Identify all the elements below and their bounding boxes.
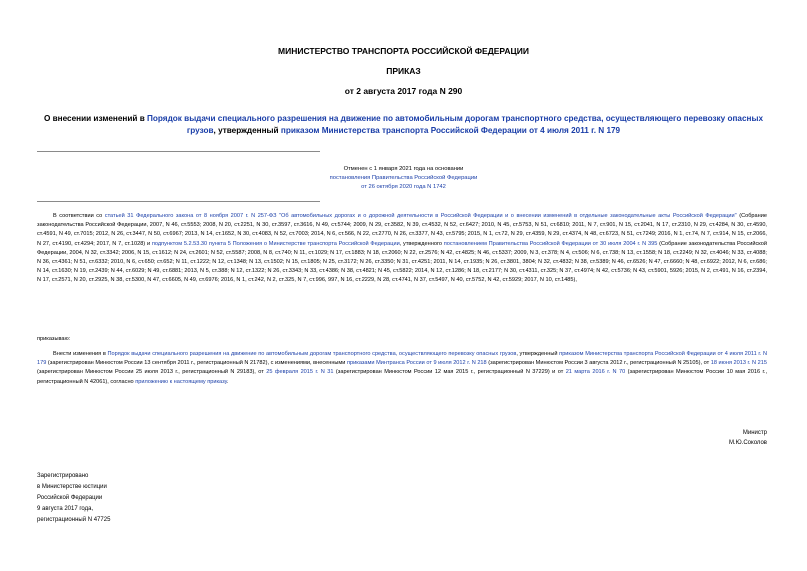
registration-block: [37, 471, 110, 526]
p2-text-d: (зарегистрирован Минюстом России 3 августа 2012 г., регистрационный N 25105), от: [486, 360, 711, 367]
title-link-order-179[interactable]: приказом Министерства транспорта Российской Федерации от 4 июля 2011 г. N 179: [280, 126, 621, 135]
link-resolution-395[interactable]: постановлением Правительства Российской Федерации от 30 июля 2004 г. N 395: [443, 240, 658, 247]
divider-top: [37, 151, 320, 152]
title-middle: , утвержденный: [213, 126, 281, 135]
p2-text-a: Внести изменения в: [53, 351, 108, 357]
p2-text-g: (зарегистрирован Минюстом России 10 мая 2016 г., регистрационный N 42061), согласно: [37, 369, 768, 385]
doc-date-number: от 2 августа 2017 года N 290: [344, 86, 463, 96]
registration-line-3: Российской Федерации: [37, 495, 103, 501]
annulment-link-resolution[interactable]: постановления Правительства Российской Федерации: [329, 175, 478, 181]
link-order-218[interactable]: приказами Минтранса России от 9 июля 2012 г. N 218: [346, 360, 487, 367]
link-order-215[interactable]: 18 июня 2013 г. N 215: [710, 360, 767, 367]
p1-text-a: В соответствии со: [53, 213, 105, 219]
registration-line-1: Зарегистрировано: [37, 473, 89, 479]
annulment-link-date[interactable]: от 26 октября 2020 года N 1742: [361, 184, 446, 190]
p2-text-c: (зарегистрирован Минюстом России 13 сентября 2011 г., регистрационный N 21782), с изменениями, внесенными: [46, 360, 347, 367]
title-link-procedure[interactable]: Порядок выдачи специального разрешения на движение по автомобильным дорогам транспортного средства, осуществляющего перевозку опасных грузов: [147, 114, 764, 135]
order-paragraph: [37, 350, 767, 387]
p1-text-b: (Собрание законодательства Российской Федерации, 2007, N 46, ст.5553; 2008, N 20, ст.2251, N 30, ст.3597, ст.3616, N 49, ст.5744; 2009, N 29, ст.3582, N 39, ст.4532, N 52, ст.6427; 2010, N 45, ст.5753, N 51, ст.6810; 2011, N 7, ст.901, N 15, ст.2041, N 17, ст.2310, N 29, ст.4284, N 30, ст.4590, ст.4591, N 49, ст.7015; 2012, N 26, ст.3447, N 50, ст.6967; 2013, N 14, ст.1652, N 30, ст.4083, N 52, ст.7003; 2014, N 6, ст.566, N 22, ст.2770, N 26, ст.3377, N 43, ст.5795; 2015, N 1, ст.72, N 29, ст.4359, N 29, ст.4374, N 48, ст.6723, N 51, ст.7249; 2016, N 1, ст.74, N 7, ст.914, N 15, ст.2066, N 27, ст.4190, ст.4294; 2017, N 7, ст.1028) и: [37, 213, 767, 247]
link-procedure[interactable]: Порядок выдачи специального разрешения на движение по автомобильным дорогам транспортного средства, осуществляющего перевозку опасных грузов: [107, 351, 517, 357]
link-order-179[interactable]: приказом Министерства транспорта Российской Федерации от 4 июля 2011 г. N 179: [37, 351, 768, 367]
signature-position: Министр: [742, 430, 767, 436]
title-prefix: О внесении изменений в: [43, 114, 148, 123]
p2-text-f: (зарегистрирован Минюстом России 12 мая 2015 г., регистрационный N 37229) и от: [333, 369, 566, 376]
link-federal-law-257[interactable]: статьей 31 Федерального закона от 8 ноября 2007 г. N 257-ФЗ "Об автомобильных дорогах и о дорожной деятельности в Российской Федерации и о внесении изменений в отдельные законодательные акты Российской Федерации": [104, 213, 737, 219]
p2-text-b: , утвержденный: [516, 351, 560, 357]
registration-line-4: 9 августа 2017 года,: [37, 506, 94, 512]
ministry-heading: МИНИСТЕРСТВО ТРАНСПОРТА РОССИЙСКОЙ ФЕДЕРАЦИИ: [278, 46, 529, 56]
annulment-note: [300, 165, 507, 192]
link-order-70[interactable]: 21 марта 2016 г. N 70: [565, 369, 626, 376]
divider-bottom: [37, 201, 320, 202]
p2-text-h: .: [226, 378, 229, 385]
p1-text-d: (Собрание законодательства Российской Федерации, 2004, N 32, ст.3342; 2006, N 15, ст.1612; N 24, ст.2601; N 52, ст.5587; 2008, N 8, ст.740; N 11, ст.1029; N 17, ст.1883; N 18, ст.2060; N 22, ст.2576; N 42, ст.4825; N 46, ст.5337; 2009, N 3, ст.378; N 4, ст.506; N 6, ст.738; N 13, ст.1558; N 18, ст.2249; N 32, ст.4046; N 33, ст.4088; N 36, ст.4361; N 51, ст.6332; 2010, N 6, ст.650; ст.652; N 11, ст.1222; N 12, ст.1348; N 13, ст.1502; N 15, ст.1805; N 25, ст.3172; N 26, ст.3350; N 31, ст.4251; 2011, N 14, ст.1935; N 26, ст.3801, 3804; N 32, ст.4832; N 38, ст.5389; N 46, ст.6526; N 47, ст.6660; N 48, ст.6922; 2012, N 6, ст.686; N 14, ст.1630; N 19, ст.2439; N 44, ст.6029; N 49, ст.6881; 2013, N 5, ст.388; N 12, ст.1322; N 26, ст.3343; N 33, ст.4386; N 38, ст.4821; N 45, ст.5822; 2014, N 12, ст.1286; N 18, ст.2177; N 30, ст.4311, ст.325; N 37, ст.4974; N 42, ст.5736; N 43, ст.5901, 5926; 2015, N 2, ст.491, N 16, ст.2394, N 17, ст.2571, N 20, ст.2925, N 38, ст.5300, N 47, ст.6605, N 49, ст.6976; 2016, N 1, ст.242, N 2, ст.325, N 7, ст.996, 997, N 16, ст.2229, N 28, ст.4741, N 37, ст.5497, N 40, ст.5752, N 42, ст.5929; 2017, N 10, ст.1485),: [37, 240, 768, 284]
registration-line-5: регистрационный N 47725: [37, 517, 111, 523]
document-title: [40, 113, 767, 137]
link-subparagraph-5-2-53-30[interactable]: подпунктом 5.2.53.30 пункта 5 Положения о Министерстве транспорта Российской Федерации: [151, 240, 400, 247]
p2-text-e: (зарегистрирован Минюстом России 25 июля 2013 г., регистрационный N 29183), от: [37, 369, 267, 376]
link-appendix[interactable]: приложению к настоящему приказу: [135, 378, 227, 385]
doc-type-heading: ПРИКАЗ: [386, 66, 421, 76]
link-order-31[interactable]: 25 февраля 2015 г. N 31: [266, 369, 334, 376]
signature-block: [729, 428, 767, 448]
signature-name: М.Ю.Соколов: [728, 440, 767, 446]
p1-text-c: , утвержденного: [399, 240, 444, 247]
order-word: приказываю:: [37, 336, 71, 342]
annulment-line: Отменен с 1 января 2021 года на основании: [343, 166, 464, 172]
registration-line-2: в Министерстве юстиции: [37, 484, 107, 490]
preamble-paragraph: [37, 212, 767, 286]
